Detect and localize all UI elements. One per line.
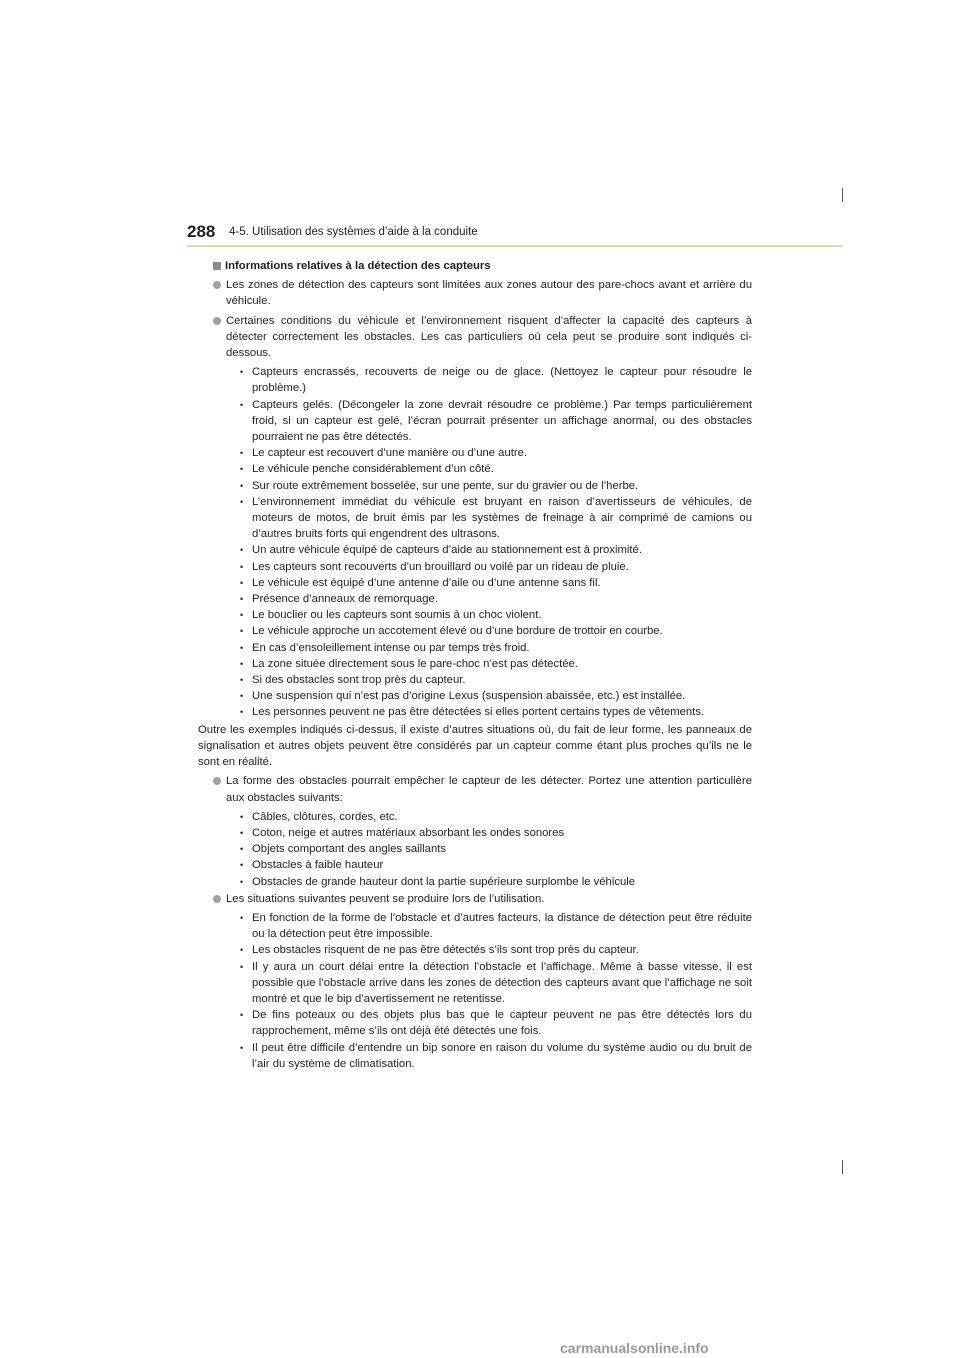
list-item: • Le véhicule approche un accotement élevé ou d’une bordure de trottoir en courbe. <box>238 623 752 639</box>
circle-bullet-icon <box>213 777 221 785</box>
list-item: • La zone située directement sous le pare-choc n’est pas détectée. <box>238 656 752 672</box>
usage-list <box>238 910 752 1072</box>
bullet-detection-zones: Les zones de détection des capteurs sont limitées aux zones autour des pare-chocs avant et arrière du véhicule. <box>212 277 752 309</box>
bullet-usage-situations: Les situations suivantes peuvent se produire lors de l’utilisation. <box>212 891 752 907</box>
list-item: • Présence d’anneaux de remorquage. <box>238 591 752 607</box>
heading-text: Informations relatives à la détection des capteurs <box>225 260 491 272</box>
crop-mark-top <box>842 188 843 202</box>
list-item: • Un autre véhicule équipé de capteurs d’aide au stationnement est à proximité. <box>238 542 752 558</box>
list-item: • En cas d’ensoleillement intense ou par temps très froid. <box>238 640 752 656</box>
page-number: 288 <box>187 222 216 241</box>
section-heading <box>212 258 752 274</box>
list-item: • Les personnes peuvent ne pas être détectées si elles portent certains types de vêtements. <box>238 704 752 720</box>
list-item: • Il y aura un court délai entre la détection l’obstacle et l’affichage. Même à basse vitesse, il est possible que l’obstacle arrive dans les zones de détection des capteurs avant que l’affichage ne soit montré et que le bip d’avertissement ne retentisse. <box>238 959 752 1008</box>
crop-mark-bottom <box>842 1160 843 1174</box>
paragraph-other-situations: Outre les exemples indiqués ci-dessus, il existe d’autres situations où, du fait de leur forme, les panneaux de signalisation et autres objets peuvent être considérés par un capteur comme étant plus proches qu’ils ne le sont en réalité. <box>198 723 752 769</box>
list-item: • Les capteurs sont recouverts d’un brouillard ou voilé par un rideau de pluie. <box>238 559 752 575</box>
list-item: • De fins poteaux ou des objets plus bas que le capteur peuvent ne pas être détectés lors du rapprochement, même s’ils ont déjà été détectés une fois. <box>238 1007 752 1039</box>
list-item: • Le véhicule penche considérablement d’un côté. <box>238 461 752 477</box>
list-item: • Il peut être difficile d’entendre un bip sonore en raison du volume du système audio ou du bruit de l’air du système de climatisation. <box>238 1040 752 1072</box>
circle-bullet-icon <box>213 317 221 325</box>
header-rule <box>187 245 843 247</box>
list-item: • Obstacles de grande hauteur dont la partie supérieure surplombe le véhicule <box>238 874 752 890</box>
obstacles-list <box>238 809 752 890</box>
list-item: • Le capteur est recouvert d’une manière ou d’une autre. <box>238 445 752 461</box>
circle-bullet-icon <box>213 281 221 289</box>
circle-bullet-icon <box>213 895 221 903</box>
bullet-obstacle-shape: La forme des obstacles pourrait empêcher le capteur de les détecter. Portez une attention particulière aux obstacles suivants: <box>212 773 752 805</box>
list-item: • L’environnement immédiat du véhicule est bruyant en raison d’avertisseurs de véhicules, de moteurs de motos, de bruit émis par les systèmes de freinage à air comprimé de camions ou d’autres bruits forts qui engendrent des ultrasons. <box>238 494 752 543</box>
list-item: • Les obstacles risquent de ne pas être détectés s’ils sont trop près du capteur. <box>238 942 752 958</box>
list-item: • Obstacles à faible hauteur <box>238 857 752 873</box>
page-content <box>198 258 752 1073</box>
list-item: • Si des obstacles sont trop près du capteur. <box>238 672 752 688</box>
list-item: • Objets comportant des angles saillants <box>238 841 752 857</box>
watermark: carmanualsonline.info <box>560 1340 709 1356</box>
square-bullet-icon <box>213 262 221 270</box>
list-item: • Le véhicule est équipé d’une antenne d’aile ou d’une antenne sans fil. <box>238 575 752 591</box>
conditions-list <box>238 364 752 720</box>
list-item: • En fonction de la forme de l’obstacle et d’autres facteurs, la distance de détection peut être réduite ou la détection peut être impossible. <box>238 910 752 942</box>
bullet-conditions: Certaines conditions du véhicule et l’environnement risquent d’affecter la capacité des capteurs à détecter correctement les obstacles. Les cas particuliers où cela peut se produire sont indiqués ci-dessous. <box>212 313 752 362</box>
list-item: • Une suspension qui n’est pas d’origine Lexus (suspension abaissée, etc.) est installée. <box>238 688 752 704</box>
list-item: • Sur route extrêmement bosselée, sur une pente, sur du gravier ou de l’herbe. <box>238 478 752 494</box>
list-item: • Capteurs encrassés, recouverts de neige ou de glace. (Nettoyez le capteur pour résoudre le problème.) <box>238 364 752 396</box>
list-item: • Capteurs gelés. (Décongeler la zone devrait résoudre ce problème.) Par temps particulièrement froid, si un capteur est gelé, l’écran pourrait présenter un affichage anormal, ou des obstacles pourraient ne pas être détectés. <box>238 397 752 446</box>
list-item: • Le bouclier ou les capteurs sont soumis à un choc violent. <box>238 607 752 623</box>
list-item: • Câbles, clôtures, cordes, etc. <box>238 809 752 825</box>
section-title: 4-5. Utilisation des systèmes d’aide à la conduite <box>229 226 478 238</box>
list-item: • Coton, neige et autres matériaux absorbant les ondes sonores <box>238 825 752 841</box>
